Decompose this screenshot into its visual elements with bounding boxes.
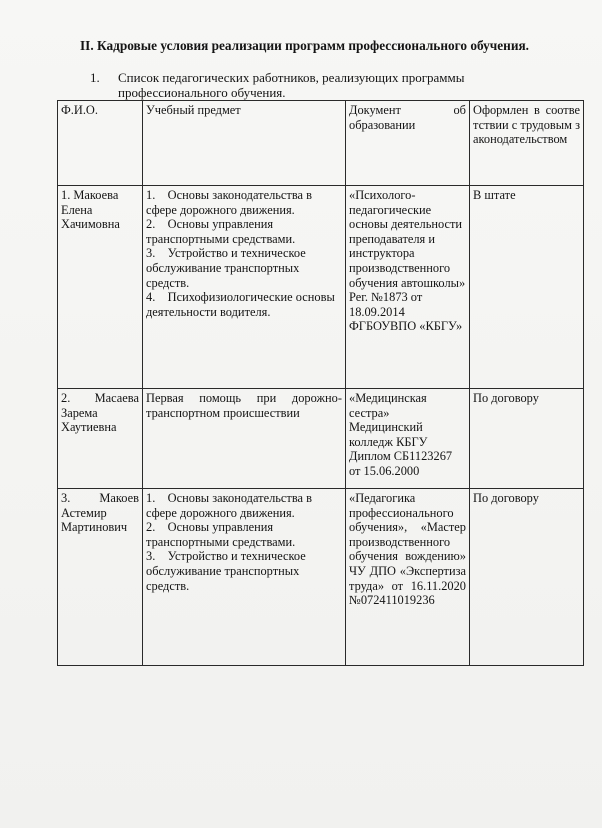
- cell-document: «Психолого-педагогические основы деятельности преподавателя и инструктора производственного обучения автошколы» Рег. №1873 от 18.09.2014 ФГБОУВПО «КБГУ»: [346, 186, 470, 389]
- subject-item: 3. Устройство и техническое обслуживание транспортных средств.: [146, 549, 306, 593]
- header-document: Документ об образовании: [346, 101, 470, 186]
- staff-table: [57, 100, 584, 666]
- table-row: [58, 186, 584, 389]
- cell-subjects: Первая помощь при дорожно-транспортном происшествии: [143, 389, 346, 489]
- subject-item: 2. Основы управления транспортными средствами.: [146, 217, 296, 246]
- header-status: Оформлен в соответствии с трудовым законодательством: [470, 101, 584, 186]
- cell-status: По договору: [470, 389, 584, 489]
- subject-item: 1. Основы законодательства в сфере дорожного движения.: [146, 491, 312, 520]
- cell-document: «Педагогика профессионального обучения», «Мастер производственного обучения вождению» ЧУ ДПО «Экспертиза труда» от 16.11.2020 №072411019236: [346, 489, 470, 666]
- subject-item: 3. Устройство и техническое обслуживание транспортных средств.: [146, 246, 306, 290]
- header-subject: Учебный предмет: [143, 101, 346, 186]
- cell-status: По договору: [470, 489, 584, 666]
- cell-subjects: [143, 489, 346, 666]
- subject-item: 1. Основы законодательства в сфере дорожного движения.: [146, 188, 312, 217]
- table-header-row: [58, 101, 584, 186]
- list-item-text-line2: профессионального обучения.: [118, 85, 286, 100]
- cell-name: 1. Макоева Елена Хачимовна: [58, 186, 143, 389]
- section-heading: II. Кадровые условия реализации программ профессионального обучения.: [80, 38, 529, 53]
- cell-subjects: [143, 186, 346, 389]
- list-item-number: 1.: [90, 70, 100, 85]
- cell-name: 2. Масаева Зарема Хаутиевна: [58, 389, 143, 489]
- table-row: [58, 389, 584, 489]
- subject-item: 4. Психофизиологические основы деятельности водителя.: [146, 290, 335, 319]
- header-name: Ф.И.О.: [58, 101, 143, 186]
- cell-name: 3. Макоев Астемир Мартинович: [58, 489, 143, 666]
- cell-status: В штате: [470, 186, 584, 389]
- cell-document: «Медицинская сестра» Медицинский колледж КБГУ Диплом СБ1123267 от 15.06.2000: [346, 389, 470, 489]
- list-item-text-line1: Список педагогических работников, реализующих программы: [118, 70, 465, 85]
- table-row: [58, 489, 584, 666]
- subject-item: 2. Основы управления транспортными средствами.: [146, 520, 296, 549]
